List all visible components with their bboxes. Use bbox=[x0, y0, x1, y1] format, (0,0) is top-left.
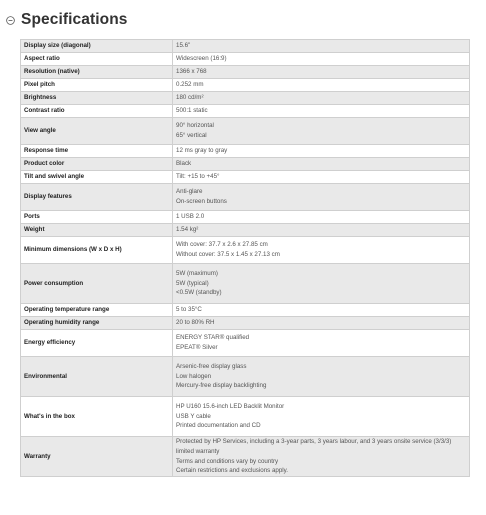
spec-value-line: ENERGY STAR® qualified bbox=[176, 334, 250, 342]
spec-value-line: Mercury-free display backlighting bbox=[176, 382, 267, 390]
spec-value-line: 5W (typical) bbox=[176, 279, 209, 287]
spec-value-line: 20 to 80% RH bbox=[176, 319, 215, 327]
spec-value bbox=[173, 105, 470, 118]
specifications-table-body bbox=[21, 40, 470, 477]
spec-value-line: <0.5W (standby) bbox=[176, 289, 222, 297]
spec-value-line: Protected by HP Services, including a 3-year parts, 3 years labour, and 3 years onsite service (3/3/3) limited warranty bbox=[176, 438, 452, 455]
spec-value-line: With cover: 37.7 x 2.6 x 27.85 cm bbox=[176, 241, 268, 249]
spec-value bbox=[173, 53, 470, 66]
spec-value-line: 1.54 kg² bbox=[176, 226, 199, 234]
spec-label: Energy efficiency bbox=[21, 330, 173, 357]
spec-value bbox=[173, 79, 470, 92]
spec-value-line: 15.6" bbox=[176, 42, 191, 50]
spec-value bbox=[173, 237, 470, 264]
spec-row bbox=[21, 145, 470, 158]
spec-value bbox=[173, 66, 470, 79]
spec-row bbox=[21, 171, 470, 184]
spec-value bbox=[173, 304, 470, 317]
spec-value-line: 0.252 mm bbox=[176, 81, 204, 89]
spec-label: What's in the box bbox=[21, 397, 173, 437]
spec-value bbox=[173, 224, 470, 237]
spec-value bbox=[173, 264, 470, 304]
spec-row bbox=[21, 397, 470, 437]
spec-label: View angle bbox=[21, 118, 173, 145]
spec-value bbox=[173, 145, 470, 158]
spec-row bbox=[21, 330, 470, 357]
spec-value-line: Without cover: 37.5 x 1.45 x 27.13 cm bbox=[176, 251, 280, 258]
spec-row bbox=[21, 264, 470, 304]
spec-value-line: Tilt: +15 to +45° bbox=[176, 173, 220, 181]
spec-value bbox=[173, 158, 470, 171]
spec-row bbox=[21, 211, 470, 224]
spec-label: Operating humidity range bbox=[21, 317, 173, 330]
spec-label: Environmental bbox=[21, 357, 173, 397]
spec-row bbox=[21, 66, 470, 79]
spec-value-line: On-screen buttons bbox=[176, 198, 227, 205]
spec-value-line: EPEAT® Silver bbox=[176, 344, 218, 351]
spec-value-line: 5 to 35°C bbox=[176, 306, 202, 314]
spec-value bbox=[173, 118, 470, 145]
spec-value bbox=[173, 317, 470, 330]
spec-row bbox=[21, 304, 470, 317]
spec-row bbox=[21, 79, 470, 92]
spec-value-line: 1 USB 2.0 bbox=[176, 213, 205, 221]
spec-value bbox=[173, 330, 470, 357]
spec-value-line: Terms and conditions vary by country bbox=[176, 457, 279, 465]
spec-label: Operating temperature range bbox=[21, 304, 173, 317]
spec-value-line: 500:1 static bbox=[176, 107, 208, 115]
spec-value-line: USB Y cable bbox=[176, 412, 211, 420]
spec-value-line: 12 ms gray to gray bbox=[176, 147, 228, 155]
spec-label: Power consumption bbox=[21, 264, 173, 304]
spec-value bbox=[173, 397, 470, 437]
section-title: Specifications bbox=[21, 11, 128, 28]
spec-label: Minimum dimensions (W x D x H) bbox=[21, 237, 173, 264]
spec-label: Display features bbox=[21, 184, 173, 211]
spec-row bbox=[21, 357, 470, 397]
spec-value bbox=[173, 437, 470, 477]
spec-label: Tilt and swivel angle bbox=[21, 171, 173, 184]
spec-value-line: Low halogen bbox=[176, 372, 212, 380]
spec-row bbox=[21, 92, 470, 105]
spec-value-line: Certain restrictions and exclusions apply. bbox=[176, 467, 288, 475]
spec-row bbox=[21, 317, 470, 330]
spec-row bbox=[21, 118, 470, 145]
spec-label: Weight bbox=[21, 224, 173, 237]
spec-value-line: Black bbox=[176, 160, 192, 168]
spec-row bbox=[21, 158, 470, 171]
spec-value-line: Printed documentation and CD bbox=[176, 422, 261, 430]
spec-row bbox=[21, 224, 470, 237]
spec-value bbox=[173, 92, 470, 105]
minus-circle-icon[interactable] bbox=[6, 16, 15, 25]
spec-value-line: 65° vertical bbox=[176, 132, 207, 139]
spec-label: Aspect ratio bbox=[21, 53, 173, 66]
spec-value-line: 1366 x 768 bbox=[176, 68, 207, 76]
spec-value bbox=[173, 171, 470, 184]
spec-row bbox=[21, 105, 470, 118]
spec-label: Contrast ratio bbox=[21, 105, 173, 118]
spec-value bbox=[173, 211, 470, 224]
spec-value bbox=[173, 184, 470, 211]
spec-label: Resolution (native) bbox=[21, 66, 173, 79]
spec-value-line: 5W (maximum) bbox=[176, 270, 218, 278]
specifications-table bbox=[20, 39, 470, 477]
spec-value bbox=[173, 357, 470, 397]
spec-label: Warranty bbox=[21, 437, 173, 477]
spec-value-line: 180 cd/m² bbox=[176, 94, 204, 102]
spec-label: Display size (diagonal) bbox=[21, 40, 173, 53]
spec-value bbox=[173, 40, 470, 53]
spec-label: Product color bbox=[21, 158, 173, 171]
spec-label: Brightness bbox=[21, 92, 173, 105]
spec-value-line: Arsenic-free display glass bbox=[176, 363, 247, 371]
spec-row bbox=[21, 53, 470, 66]
spec-label: Pixel pitch bbox=[21, 79, 173, 92]
spec-row bbox=[21, 437, 470, 477]
spec-value-line: HP U160 15.6-inch LED Backlit Monitor bbox=[176, 403, 285, 411]
spec-row bbox=[21, 184, 470, 211]
spec-value-line: Anti-glare bbox=[176, 188, 203, 196]
spec-label: Ports bbox=[21, 211, 173, 224]
spec-label: Response time bbox=[21, 145, 173, 158]
section-header[interactable] bbox=[6, 10, 128, 30]
spec-row bbox=[21, 237, 470, 264]
spec-value-line: Widescreen (16:9) bbox=[176, 55, 227, 63]
spec-value-line: 90° horizontal bbox=[176, 122, 214, 130]
spec-row bbox=[21, 40, 470, 53]
